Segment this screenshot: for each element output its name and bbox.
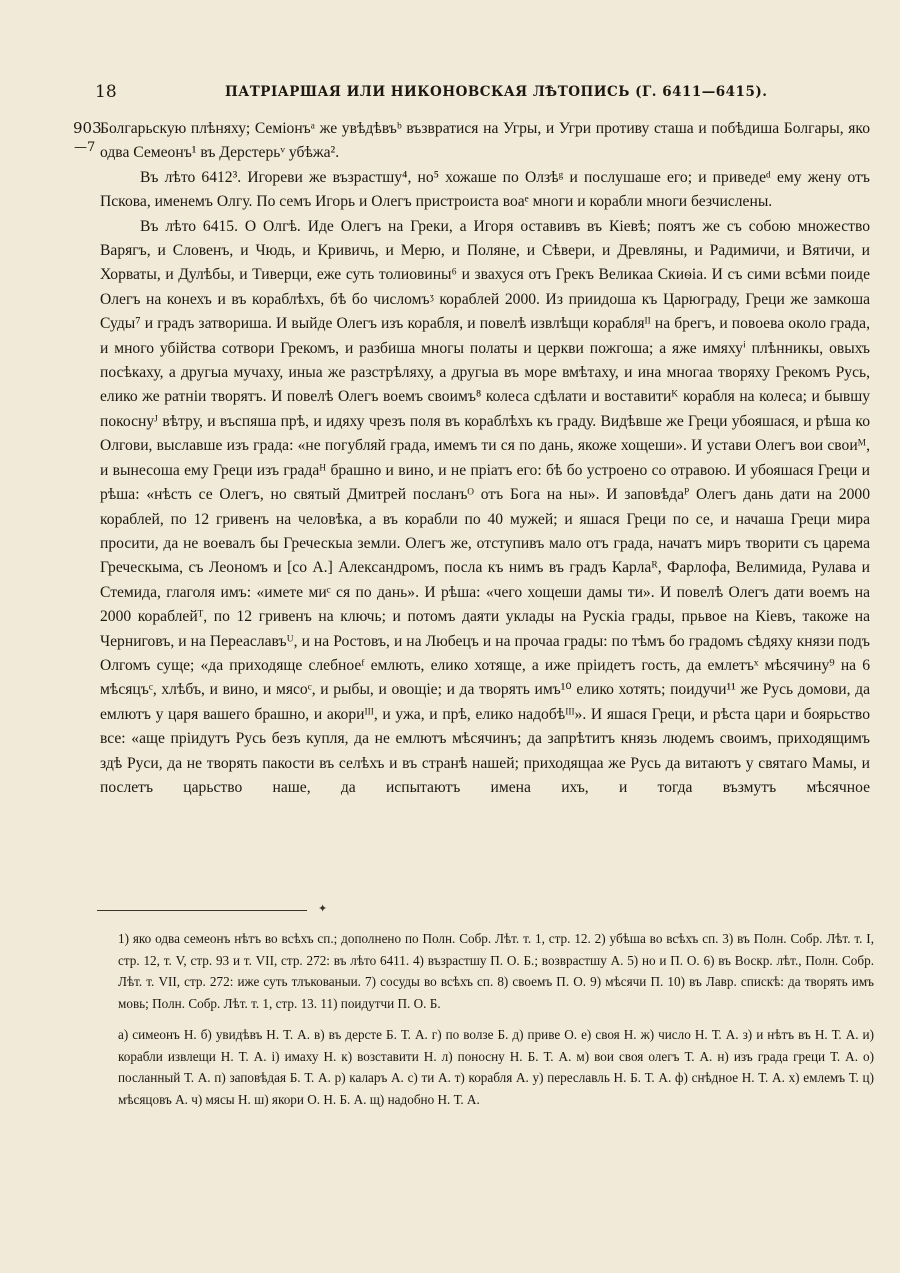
page-number: 18 xyxy=(95,82,117,102)
footnotes xyxy=(118,928,874,1110)
running-title: ПАТРІАРШАЯ ИЛИ НИКОНОВСКАЯ ЛѢТОПИСЬ (Г. 6411—6415). xyxy=(225,84,768,100)
divider-ornament-icon: ✦ xyxy=(318,902,328,915)
footnote-divider xyxy=(97,910,307,911)
chronicle-text xyxy=(100,117,870,800)
paragraph-3: Въ лѣто 6415. О Олгѣ. Иде Олегъ на Греки, а Игоря оставивъ въ Кіевѣ; поятъ же съ собою множество Варягъ, и Словенъ, и Чюдь, и Кривичь, и Мерю, и Поляне, и Сѣвери, и Древляны, и Радимичи, и Вятичи, и Хорваты, и Дулѣбы, и Тиверци, еже суть толиовины⁶ и звахуся отъ Грекъ Великаа Скиѳіа. И съ сими всѣми поиде Олегъ на конехъ и въ кораблѣхъ, бѣ бо числомъᶾ кораблей 2000. Из приидоша къ Царюграду, Греци же замкоша Суды⁷ и градъ затвориша. И выйде Олегъ изъ корабля, и повелѣ извлѣщи корабляᴵᴵ на брегъ, и повоева около града, и много убійства сотвори Грекомъ, и разбиша многы полаты и церкви пожгоша; а яже имяхуⁱ плѣнникы, овыхъ посѣкаху, а другыа мучаху, иныа же разстрѣляху, а другыа въ море вмѣтаху, и ина многаа творяху Грекомъ Русь, елико же ратніи творятъ. И повелѣ Олегъ воемъ своимъ⁸ колеса сдѣлати и воставитиᴷ корабля на колеса; и бывшу покоснуᴶ вѣтру, и въспяша прѣ, и идяху чрезъ поля въ кораблѣхъ къ граду. Видѣвше же Греци убояшася, и рѣша ко Олгови, выславше изъ града: «не погубляй града, имемъ ти ся по дань, якоже хощеши». И устави Олегъ вои своиᴹ, и вынесоша ему Греци изъ градаᴴ брашно и вино, и не пріатъ его: бѣ бо устроено со отравою. И убояшася Греци и рѣша: «нѣсть се Олегъ, но святый Дмитрей посланъᴼ отъ Бога на ны». И заповѣдаᴾ Олегъ дань дати на 2000 кораблей, по 12 гривенъ на человѣка, а въ корабли по 40 мужей; и яшася Греци по се, и начаша Греци мира просити, да не воевалъ бы Греческыа земли. Олегъ же, отступивъ мало отъ града, начатъ миръ творити съ царема Греческыма, съ Леономъ и [со А.] Александромъ, посла къ нимъ въ градъ Карлаᴿ, Фарлофа, Велимида, Рулава и Стемида, глаголя имъ: «имете миᶜ ся по дань». И рѣша: «чего хощеши дамы ти». И повелѣ Олегъ дати воемъ на 2000 кораблейᵀ, по 12 гривенъ на ключь; и потомъ даяти уклады на Рускіа грады, прьвое на Кіевъ, такоже на Черниговъ, и на Переаславъᵁ, и на Ростовъ, и на Любецъ и на прочаа грады: по тѣмъ бо градомъ сѣдяху князи подъ Олгомъ суще; «да приходяще слебноеᶠ емлють, елико хотяще, а иже пріидетъ гость, да емлетъˣ мѣсячину⁹ на 6 мѣсяцъᶜ, хлѣбъ, и вино, и мясоᶜ, и рыбы, и овощіе; и да творять имъ¹⁰ елико хотять; поидучи¹¹ же Русь домови, да емлютъ у царя вашего брашно, и акориᴵᴵᴵ, и ужа, и прѣ, елико надобѣᴵᴵᴵ». И яшася Греци, и рѣста цари и боярьство все: «аще пріидутъ Русь безъ купля, да не емлютъ мѣсячинъ; да запрѣтитъ князь людемъ своимъ, приходящимъ здѣ Руси, да не творять пакости въ селѣхъ и въ странѣ нашей; приходящаа же Русь да витаютъ у святаго Мамы, и послетъ царьство наше, да испытаютъ имена ихъ, и тогда възмутъ мѣсячное xyxy=(100,217,870,796)
paragraph-1: Болгарьскую плѣняху; Семіонъᵃ же увѣдѣвъᵇ възвратися на Угры, и Угри противу сташа и побѣдиша Болгары, яко одва Семеонъ¹ въ Дерстерьᵛ убѣжа². xyxy=(100,120,870,162)
page-header xyxy=(95,82,840,106)
paragraph-2: Въ лѣто 6412³. Игореви же възрастшу⁴, но⁵ хожаше по Олзѣᵍ и послушаше его; и приведеᵈ ему жену отъ Пскова, именемъ Олгу. По семъ Игорь и Олегъ пристроиста воаᵉ многи и корабли многи безчислены. xyxy=(100,168,870,211)
lettered-footnotes: а) симеонъ Н. б) увидѣвъ Н. Т. А. в) въ дерсте Б. Т. А. г) по волзе Б. д) приве О. е) своя Н. ж) число Н. Т. А. з) и нѣтъ въ Н. Т. А. и) корабли извлещи Н. Т. А. і) имаху Н. к) возставити Н. л) поносну Н. Б. Т. А. м) вои своя олегъ Т. А. н) изъ града греци Т. А. о) посланный Т. А. п) заповѣдая Б. Т. А. р) каларъ А. с) ти А. т) корабля А. у) переславль Н. Б. Т. А. ф) снѣдное Н. Т. А. х) емлемъ Т. ц) мѣсяцовъ А. ч) мясы Н. ш) якори О. Н. Б. А. щ) надобно Н. Т. А. xyxy=(118,1027,874,1107)
margin-note: —7 xyxy=(74,140,96,155)
margin-year: 903 xyxy=(73,119,102,137)
numbered-footnotes: 1) яко одва семеонъ нѣтъ во всѣхъ сп.; дополнено по Полн. Собр. Лѣт. т. 1, стр. 12. 2) убѣша во всѣхъ сп. 3) въ Полн. Собр. Лѣт. т. I, стр. 12, т. V, стр. 93 и т. VII, стр. 272: въ лѣто 6411. 4) възрастшу П. О. Б.; возврастшу А. 5) но и П. О. 6) въ Воскр. лѣт., Полн. Собр. Лѣт. т. VII, стр. 272: иже суть тлъкованыи. 7) сосуды во всѣхъ сп. 8) своемъ П. О. 9) мѣсячи П. 10) въ Лавр. спискѣ: да творять имъ мовь; Полн. Собр. Лѣт. т. 1, стр. 13. 11) поидутчи П. О. Б. xyxy=(118,931,874,1011)
